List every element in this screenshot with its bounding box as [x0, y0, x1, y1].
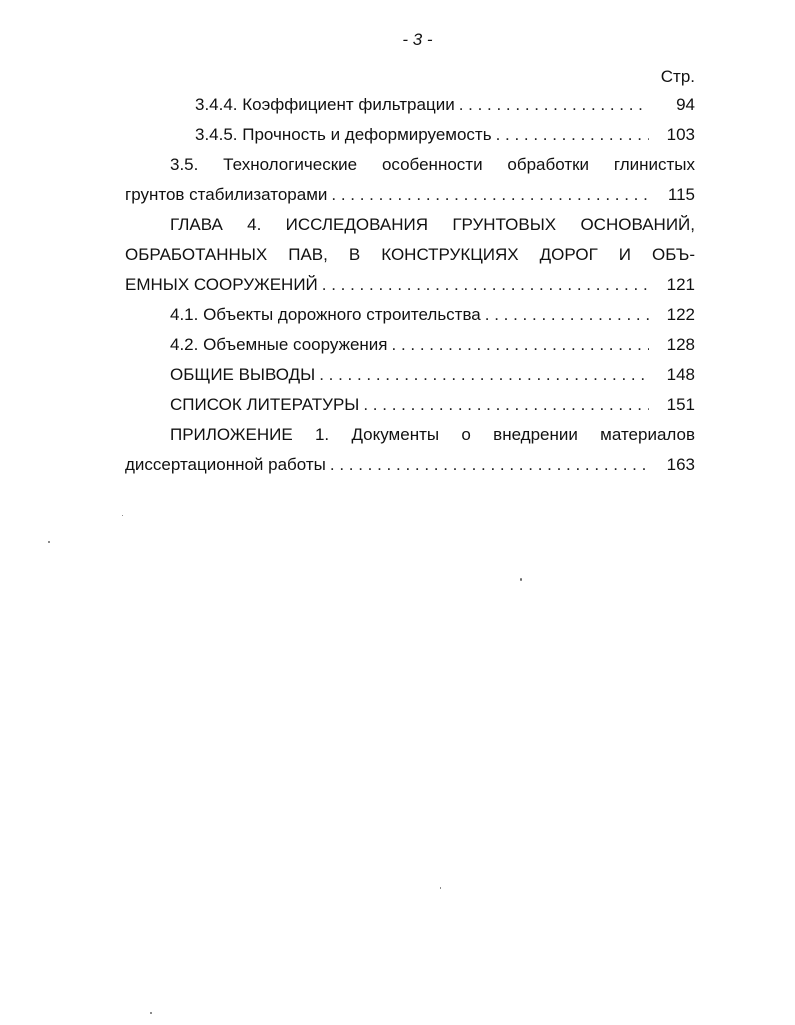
toc-leader-dots [331, 180, 649, 210]
toc-leader-dots [459, 90, 649, 120]
scan-speck [150, 1012, 152, 1014]
toc-entry-page: 103 [666, 125, 695, 144]
scan-speck [520, 578, 522, 581]
toc-entry-text: 4.1. Объекты дорожного строительства [170, 305, 481, 324]
toc-entry-page: 115 [667, 185, 695, 204]
toc-entry [125, 390, 695, 420]
toc-entry [125, 300, 695, 330]
toc-entry-page: 121 [666, 275, 695, 294]
toc-entry [125, 270, 695, 300]
toc-leader-dots [485, 300, 649, 330]
table-of-contents [125, 90, 695, 480]
toc-entry-text: ПРИЛОЖЕНИЕ 1. Документы о внедрении материалов [170, 425, 695, 444]
scan-speck [122, 515, 123, 516]
toc-entry-page: 94 [676, 95, 695, 114]
toc-entry-line [125, 420, 695, 450]
toc-entry-page: 163 [666, 455, 695, 474]
toc-entry-text: 3.5. Технологические особенности обработки глинистых [170, 155, 695, 174]
toc-entry-page: 151 [666, 395, 695, 414]
scan-speck [48, 541, 50, 543]
toc-entry-text: ОБЩИЕ ВЫВОДЫ [170, 365, 316, 384]
toc-entry [125, 90, 695, 120]
toc-entry-text: грунтов стабилизаторами [125, 185, 328, 204]
toc-entry-line [125, 240, 695, 270]
toc-entry-page: 128 [666, 335, 695, 354]
toc-entry-text: ГЛАВА 4. ИССЛЕДОВАНИЯ ГРУНТОВЫХ ОСНОВАНИЙ, [170, 215, 695, 234]
toc-entry-line [125, 210, 695, 240]
toc-entry-page: 122 [666, 305, 695, 324]
toc-leader-dots [322, 270, 649, 300]
toc-entry [125, 180, 695, 210]
toc-entry-text: диссертационной работы [125, 455, 326, 474]
toc-entry-page: 148 [666, 365, 695, 384]
toc-entry [125, 360, 695, 390]
toc-entry-text: СПИСОК ЛИТЕРАТУРЫ [170, 395, 360, 414]
toc-leader-dots [319, 360, 649, 390]
toc-entry-text: 4.2. Объемные сооружения [170, 335, 388, 354]
toc-entry-text: ОБРАБОТАННЫХ ПАВ, В КОНСТРУКЦИЯХ ДОРОГ И ОБЪ- [125, 245, 695, 264]
toc-leader-dots [392, 330, 650, 360]
page-number: - 3 - [402, 30, 433, 49]
toc-entry [125, 330, 695, 360]
toc-entry [125, 120, 695, 150]
toc-entry [125, 450, 695, 480]
toc-leader-dots [330, 450, 649, 480]
page-column-label: Стр. [660, 67, 695, 86]
scan-speck [440, 887, 441, 889]
toc-entry-text: 3.4.4. Коэффициент фильтрации [195, 95, 455, 114]
toc-leader-dots [363, 390, 649, 420]
toc-entry-line [125, 150, 695, 180]
toc-leader-dots [496, 120, 649, 150]
toc-entry-text: 3.4.5. Прочность и деформируемость [195, 125, 492, 144]
toc-entry-text: ЕМНЫХ СООРУЖЕНИЙ [125, 275, 318, 294]
